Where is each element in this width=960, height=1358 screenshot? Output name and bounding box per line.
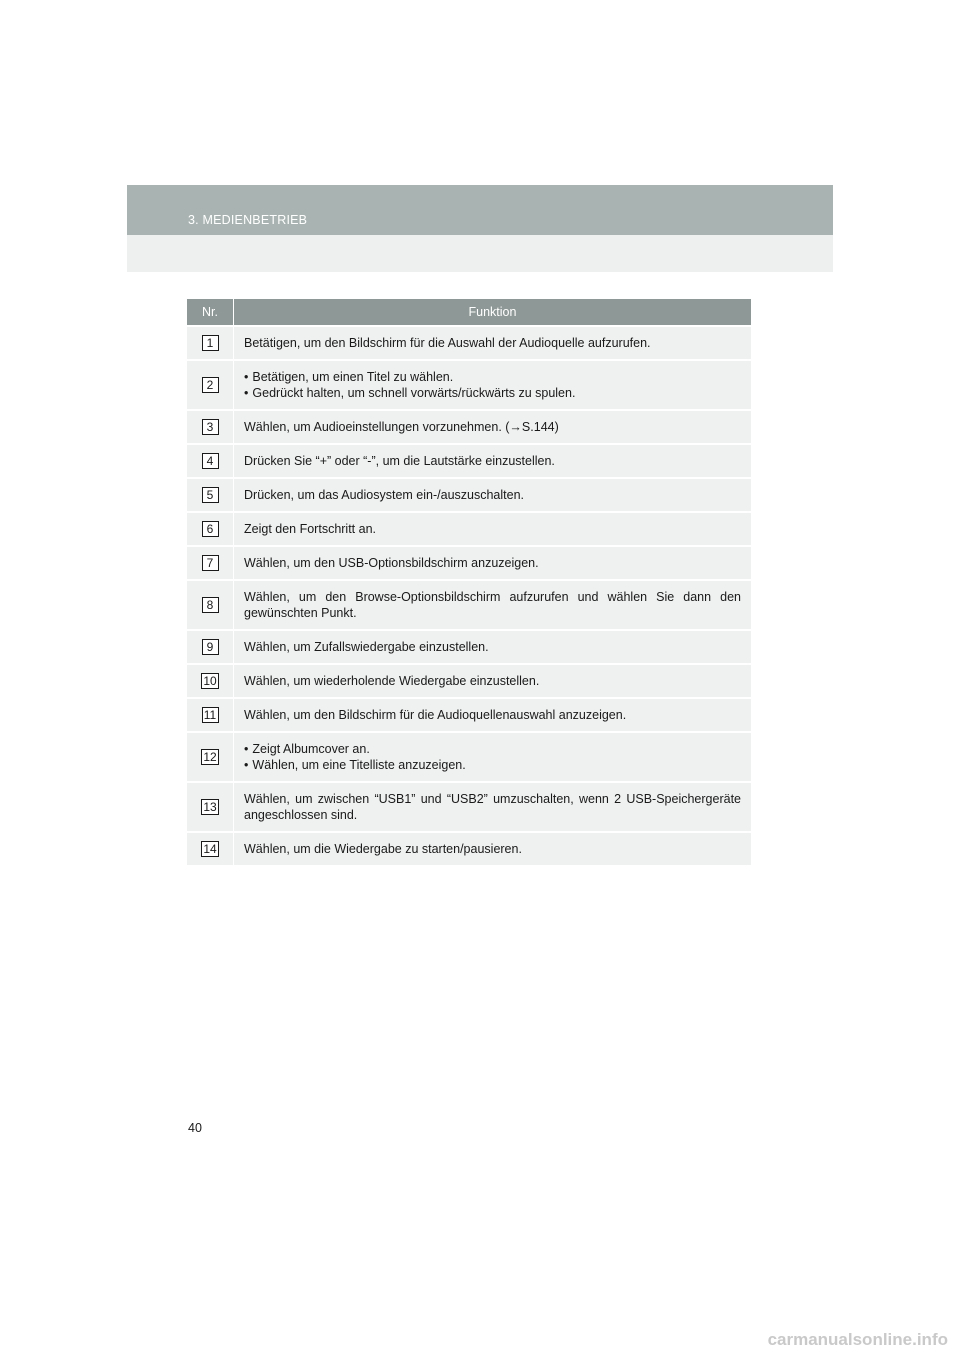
table-row <box>187 732 751 782</box>
row-number-cell <box>187 444 234 478</box>
row-number-cell <box>187 360 234 410</box>
description-text: Wählen, um die Wiedergabe zu starten/pausieren. <box>244 842 522 856</box>
table-row <box>187 444 751 478</box>
row-description-cell <box>234 410 752 444</box>
number-badge: 9 <box>202 639 219 655</box>
row-description-cell <box>234 580 752 630</box>
row-description-cell <box>234 444 752 478</box>
description-text: Betätigen, um den Bildschirm für die Auswahl der Audioquelle aufzurufen. <box>244 336 651 350</box>
row-description-cell <box>234 782 752 832</box>
description-text: Drücken, um das Audiosystem ein-/auszuschalten. <box>244 488 524 502</box>
table-row <box>187 512 751 546</box>
row-description-cell <box>234 326 752 360</box>
table-header-row <box>187 299 751 326</box>
row-description-cell <box>234 832 752 865</box>
number-badge: 1 <box>202 335 219 351</box>
row-number-cell <box>187 698 234 732</box>
table-row <box>187 664 751 698</box>
page-number: 40 <box>188 1121 202 1135</box>
number-badge: 2 <box>202 377 219 393</box>
row-number-cell <box>187 512 234 546</box>
row-number-cell <box>187 410 234 444</box>
number-badge: 4 <box>202 453 219 469</box>
table-row <box>187 410 751 444</box>
column-header-funktion: Funktion <box>234 299 752 326</box>
bullet-item: • Gedrückt halten, um schnell vorwärts/rückwärts zu spulen. <box>244 385 741 401</box>
number-badge: 3 <box>202 419 219 435</box>
description-text: Wählen, um Zufallswiedergabe einzustellen. <box>244 640 489 654</box>
description-text: Drücken Sie “+” oder “-”, um die Lautstärke einzustellen. <box>244 454 555 468</box>
row-number-cell <box>187 782 234 832</box>
description-text: Wählen, um den Browse-Optionsbildschirm aufzurufen und wählen Sie dann den gewünschten Punkt. <box>244 590 741 620</box>
table-row <box>187 782 751 832</box>
row-description-cell <box>234 512 752 546</box>
description-text: Zeigt den Fortschritt an. <box>244 522 377 536</box>
table-row <box>187 546 751 580</box>
number-badge: 11 <box>202 707 219 723</box>
table-row <box>187 360 751 410</box>
row-description-cell <box>234 732 752 782</box>
table-row <box>187 580 751 630</box>
table-row <box>187 698 751 732</box>
number-badge: 13 <box>203 800 217 814</box>
function-table <box>187 299 751 865</box>
number-badge: 7 <box>202 555 219 571</box>
description-text: Wählen, um den USB-Optionsbildschirm anzuzeigen. <box>244 556 539 570</box>
description-text: Wählen, um den Bildschirm für die Audioquellenauswahl anzuzeigen. <box>244 708 627 722</box>
column-header-nr: Nr. <box>187 299 234 326</box>
table-row <box>187 630 751 664</box>
number-badge: 14 <box>203 842 217 856</box>
table-body <box>187 326 751 865</box>
table-row <box>187 326 751 360</box>
row-number-cell <box>187 664 234 698</box>
row-number-cell <box>187 326 234 360</box>
bullet-item: • Zeigt Albumcover an. <box>244 741 741 757</box>
description-text: Wählen, um zwischen “USB1” und “USB2” umzuschalten, wenn 2 USB-Speichergeräte angeschlossen sind. <box>244 792 741 822</box>
row-description-cell <box>234 546 752 580</box>
section-title: 3. MEDIENBETRIEB <box>188 213 308 227</box>
row-number-cell <box>187 546 234 580</box>
row-number-cell <box>187 630 234 664</box>
row-number-cell <box>187 580 234 630</box>
row-description-cell <box>234 698 752 732</box>
number-badge: 12 <box>203 750 217 764</box>
table-row <box>187 832 751 865</box>
row-number-cell <box>187 832 234 865</box>
table-row <box>187 478 751 512</box>
bullet-item: • Wählen, um eine Titelliste anzuzeigen. <box>244 757 741 773</box>
description-text: Wählen, um wiederholende Wiedergabe einzustellen. <box>244 674 540 688</box>
row-description-cell <box>234 478 752 512</box>
row-description-cell <box>234 664 752 698</box>
bullet-item: • Betätigen, um einen Titel zu wählen. <box>244 369 741 385</box>
header-band <box>127 185 833 235</box>
row-number-cell <box>187 732 234 782</box>
row-number-cell <box>187 478 234 512</box>
number-badge: 8 <box>202 597 219 613</box>
row-description-cell <box>234 630 752 664</box>
description-text: Wählen, um Audioeinstellungen vorzunehmen. (→S.144) <box>244 420 559 434</box>
subheader-band <box>127 235 833 272</box>
number-badge: 6 <box>202 521 219 537</box>
number-badge: 10 <box>203 674 217 688</box>
row-description-cell <box>234 360 752 410</box>
number-badge: 5 <box>202 487 219 503</box>
watermark: carmanualsonline.info <box>767 1330 948 1349</box>
